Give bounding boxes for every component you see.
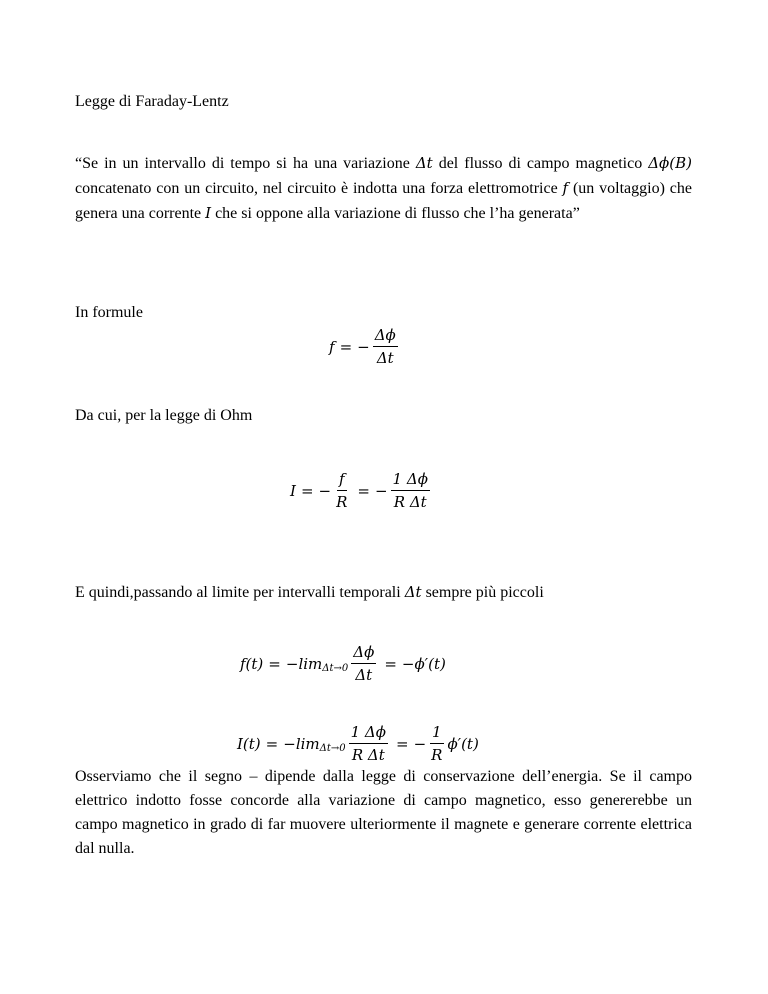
equation-ohm (290, 470, 433, 511)
eq4-lim: −lim (283, 734, 320, 753)
delta-phi-b-symbol: Δϕ(B) (648, 154, 692, 172)
eq2-denominator-2: R Δt (393, 493, 427, 511)
document-title: Legge di Faraday-Lentz (75, 93, 229, 110)
eq3-lim-subscript: Δt→0 (322, 663, 349, 674)
eq3-equals: = (268, 654, 281, 673)
equation-emf-limit (240, 643, 446, 684)
quote-text-4: (un voltaggio) che genera una corrente (75, 180, 693, 222)
eq2-equals-2: = (357, 481, 370, 500)
eq2-numerator-1: f (337, 470, 347, 491)
quote-text-1: “Se in un intervallo di tempo si ha una variazione (75, 155, 416, 172)
eq4-minus: − (413, 734, 427, 753)
conclusion-paragraph: Osserviamo che il segno – dipende dalla legge di conservazione dell’energia. Se il campo elettrico indotto fosse concorde alla variazione di campo magnetico, esso genererebbe un campo magnetico in grado di far muovere ulteriormente il magnete e generare corrente elettrica dal nulla. (75, 768, 692, 857)
eq1-denominator: Δt (376, 349, 394, 367)
limit-intro-text-2: sempre più piccoli (421, 584, 544, 601)
in-formule-label: In formule (75, 304, 143, 321)
eq1-fraction (373, 326, 398, 367)
delta-t-symbol: Δt (415, 154, 433, 172)
eq4-equals-2: = (396, 734, 409, 753)
eq3-equals-2: = (384, 654, 397, 673)
eq2-minus-2: − (374, 481, 388, 500)
eq2-fraction-1 (334, 470, 349, 511)
limit-intro-text-1: E quindi,passando al limite per intervalli temporali (75, 584, 405, 601)
eq4-rhs: ϕ′(t) (447, 734, 479, 753)
f-symbol: f (562, 179, 569, 197)
eq3-rhs: −ϕ′(t) (401, 654, 446, 673)
eq4-denominator-2: R (431, 746, 443, 764)
eq4-equals: = (265, 734, 279, 753)
eq4-fraction-2 (429, 723, 444, 764)
eq4-lim-subscript: Δt→0 (319, 743, 346, 754)
eq4-lhs: I(t) (237, 734, 261, 753)
eq1-equals: = (339, 337, 353, 356)
eq3-numerator: Δϕ (351, 643, 376, 664)
eq2-numerator-2: 1 Δϕ (391, 470, 430, 491)
eq1-numerator: Δϕ (373, 326, 398, 347)
limit-intro-delta-t: Δt (404, 583, 422, 601)
quote-text-3: concatenato con un circuito, nel circuito è indotta una forza elettromotrice (75, 180, 563, 197)
i-symbol: I (205, 204, 212, 222)
eq2-minus: − (318, 481, 332, 500)
eq3-lim: −lim (285, 654, 323, 673)
quote-text-5: che si oppone alla variazione di flusso che l’ha generata” (211, 205, 580, 222)
eq4-denominator: R Δt (351, 746, 385, 764)
eq1-minus: − (357, 337, 370, 356)
eq2-equals: = (300, 481, 314, 500)
eq2-lhs: I (290, 481, 296, 500)
eq4-numerator: 1 Δϕ (349, 723, 388, 744)
limit-intro (75, 580, 692, 605)
eq1-lhs: f (329, 337, 335, 356)
eq4-fraction (349, 723, 388, 764)
law-statement (75, 151, 692, 226)
eq3-denominator: Δt (355, 666, 373, 684)
eq2-fraction-2 (391, 470, 430, 511)
eq2-denominator-1: R (336, 493, 348, 511)
ohm-law-intro: Da cui, per la legge di Ohm (75, 407, 253, 424)
eq3-fraction (351, 643, 376, 684)
equation-faraday (329, 326, 401, 367)
eq4-numerator-2: 1 (430, 723, 444, 744)
quote-text-2: del flusso di campo magnetico (432, 155, 649, 172)
equation-current-limit (237, 723, 479, 764)
eq3-lhs: f(t) (240, 654, 264, 673)
